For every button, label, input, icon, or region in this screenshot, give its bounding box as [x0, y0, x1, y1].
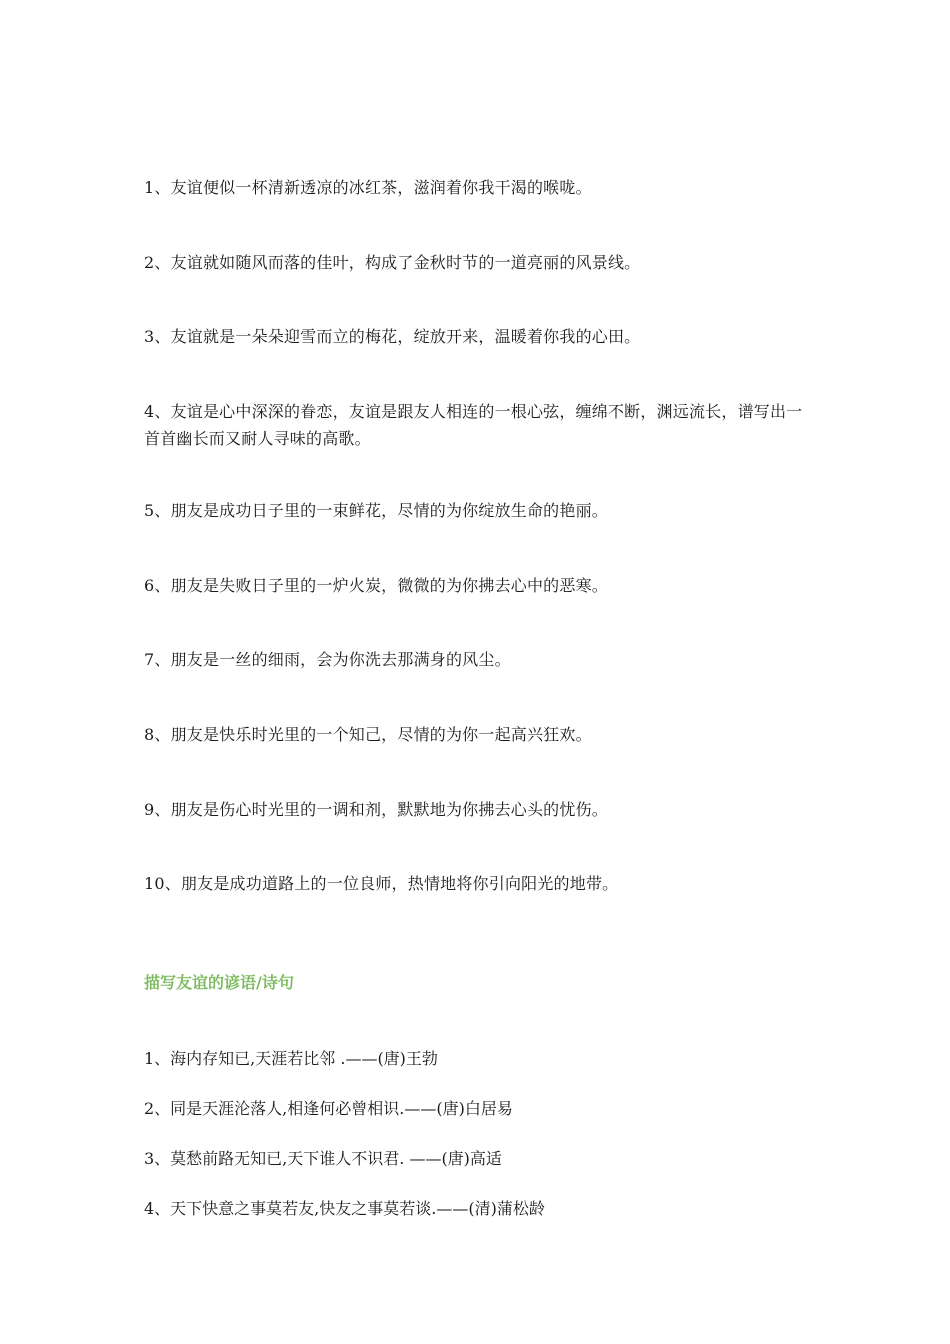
quote-3: 3、莫愁前路无知已,天下谁人不识君. ——(唐)高适: [144, 1149, 502, 1168]
paragraph-4: 4、友谊是心中深深的眷恋，友谊是跟友人相连的一根心弦，缠绵不断，渊远流长，谱写出一首首幽长而又耐人寻味的高歌。: [144, 402, 803, 448]
paragraph-1: 1、友谊便似一杯清新透凉的冰红茶，滋润着你我干渴的喉咙。: [144, 178, 592, 197]
paragraph-2: 2、友谊就如随风而落的佳叶，构成了金秋时节的一道亮丽的风景线。: [144, 253, 641, 272]
quote-4: 4、天下快意之事莫若友,快友之事莫若谈.——(清)蒲松龄: [144, 1199, 545, 1218]
paragraph-6: 6、朋友是失败日子里的一炉火炭，微微的为你拂去心中的恶寒。: [144, 576, 608, 595]
section-heading: 描写友谊的谚语/诗句: [144, 973, 294, 992]
paragraph-9: 9、朋友是伤心时光里的一调和剂，默默地为你拂去心头的忧伤。: [144, 800, 608, 819]
paragraph-10: 10、朋友是成功道路上的一位良师，热情地将你引向阳光的地带。: [144, 874, 619, 893]
paragraph-7: 7、朋友是一丝的细雨，会为你洗去那满身的风尘。: [144, 650, 511, 669]
quote-1: 1、海内存知已,天涯若比邻 .——(唐)王勃: [144, 1049, 438, 1068]
paragraph-8: 8、朋友是快乐时光里的一个知己，尽情的为你一起高兴狂欢。: [144, 725, 592, 744]
paragraph-5: 5、朋友是成功日子里的一束鲜花，尽情的为你绽放生命的艳丽。: [144, 501, 608, 520]
paragraph-3: 3、友谊就是一朵朵迎雪而立的梅花，绽放开来，温暖着你我的心田。: [144, 327, 641, 346]
quote-2: 2、同是天涯沦落人,相逢何必曾相识.——(唐)白居易: [144, 1099, 513, 1118]
